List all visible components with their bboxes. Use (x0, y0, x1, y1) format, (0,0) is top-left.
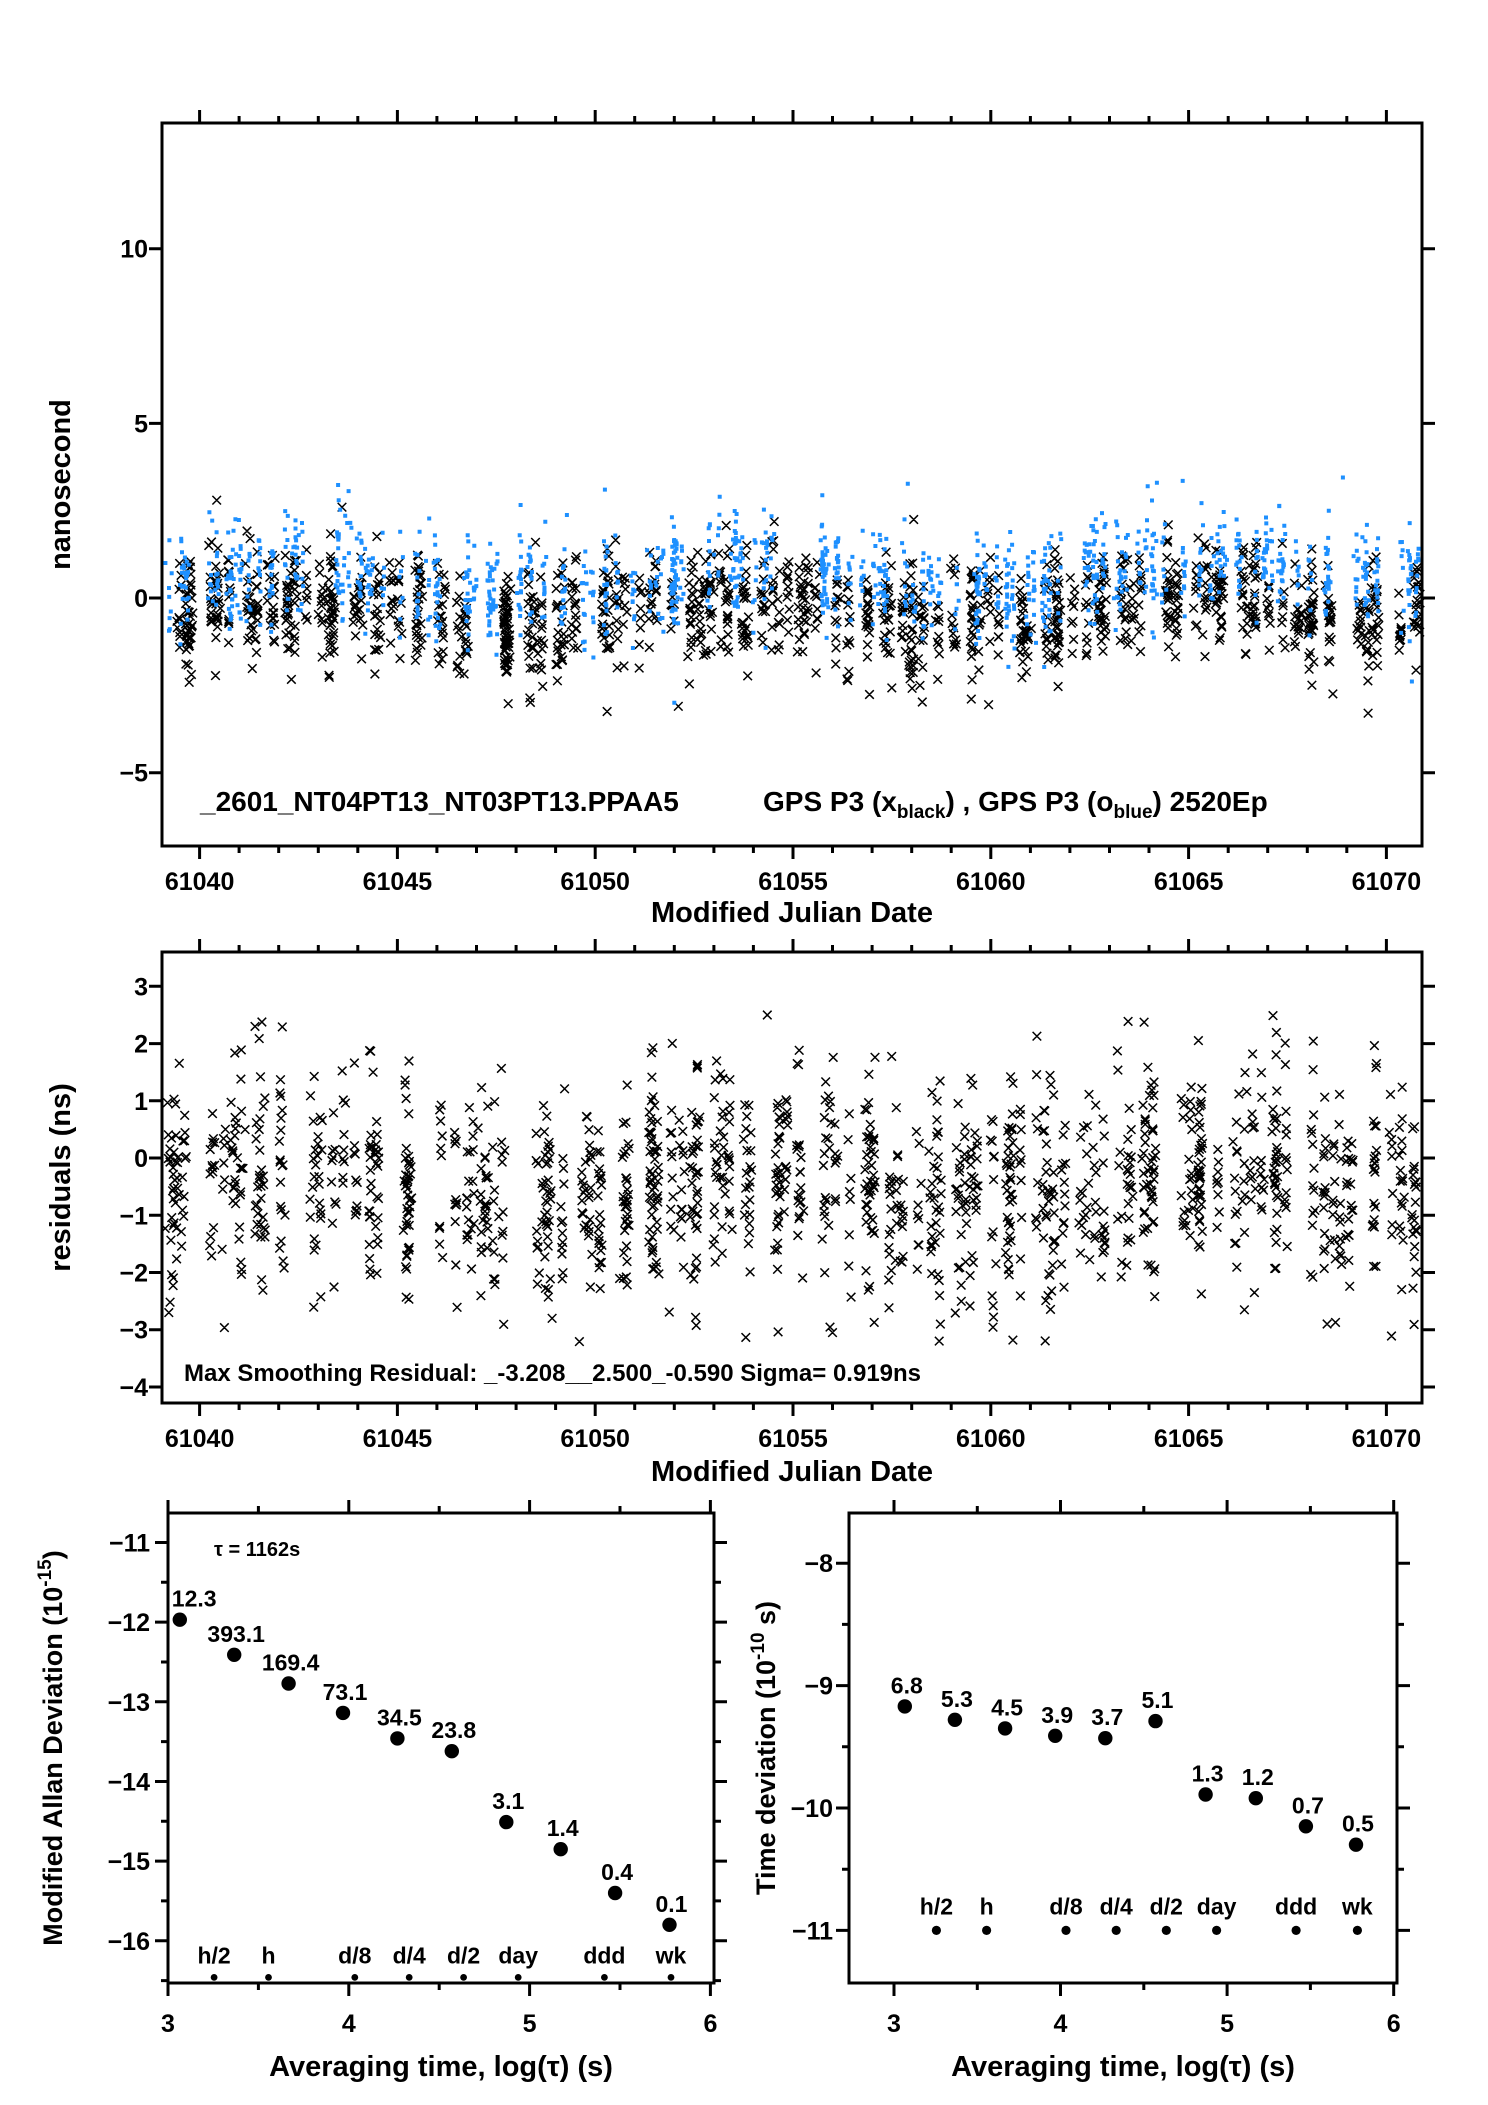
time-interval-label: h/2 (919, 1893, 954, 1920)
x-tick-label: 61055 (758, 868, 828, 896)
smoothing-residual-annotation: Max Smoothing Residual: _-3.208__2.500_-0.590 Sigma= 0.919ns (184, 1360, 922, 1387)
y-tick-label: −4 (119, 1374, 148, 1402)
y-tick-label: −5 (119, 759, 148, 788)
y-tick-label: −10 (790, 1795, 833, 1823)
deviation-point (1098, 1731, 1112, 1745)
deviation-point (445, 1744, 459, 1758)
y-axis-title: Time deviation ($10^{-10}$ s) (748, 1600, 781, 1896)
y-tick-label: −2 (119, 1259, 148, 1288)
time-interval-label: day (1196, 1893, 1237, 1920)
deviation-point-label: 5.1 (1141, 1687, 1174, 1714)
deviation-point-label: 12.3 (171, 1585, 217, 1612)
x-tick-label: 61060 (956, 868, 1026, 896)
time-interval-marker (351, 1974, 358, 1981)
deviation-point (948, 1713, 962, 1727)
deviation-point-label: 4.5 (991, 1694, 1024, 1721)
y-tick-label: 5 (134, 410, 148, 439)
deviation-point-label: 0.4 (601, 1859, 634, 1885)
time-interval-marker (1112, 1926, 1121, 1935)
scatter-series-black-x-markers (161, 1011, 1421, 1346)
time-interval-label: d/4 (1099, 1893, 1133, 1920)
tau-annotation: τ = 1162s (214, 1539, 301, 1561)
y-tick-label: −3 (119, 1316, 148, 1345)
time-interval-label: h (261, 1942, 276, 1969)
time-interval-label: d/8 (1049, 1893, 1083, 1920)
x-axis-title: Modified Julian Date (651, 897, 933, 929)
axes-border (168, 1513, 714, 1983)
x-tick-label: 61040 (164, 868, 235, 896)
time-interval-marker (406, 1974, 413, 1981)
x-tick-label: 5 (1220, 2010, 1235, 2038)
deviation-point (1048, 1729, 1062, 1743)
deviation-point-label: 5.3 (940, 1685, 973, 1712)
time-interval-label: h/2 (197, 1942, 231, 1969)
scatter-series-black-x-markers (173, 496, 1425, 718)
x-tick-label: 3 (887, 2010, 901, 2038)
x-tick-label: 61050 (560, 1425, 630, 1453)
y-tick-label: −8 (804, 1550, 833, 1579)
y-tick-label: −14 (107, 1768, 150, 1797)
x-tick-label: 61045 (362, 1425, 433, 1453)
time-interval-label: wk (655, 1942, 687, 1969)
deviation-point-label: 1.3 (1191, 1760, 1224, 1787)
x-tick-label: 61070 (1351, 1425, 1422, 1453)
time-interval-label: d/2 (446, 1942, 481, 1969)
y-tick-label: −1 (119, 1202, 148, 1231)
deviation-point-label: 0.1 (655, 1890, 688, 1917)
y-tick-label: −11 (791, 1917, 833, 1946)
time-interval-marker (601, 1974, 608, 1981)
deviation-point (390, 1731, 404, 1745)
x-tick-label: 61055 (758, 1425, 828, 1453)
y-tick-label: −15 (107, 1848, 150, 1877)
x-tick-label: 61050 (560, 868, 630, 896)
time-deviation-panel (748, 1500, 1410, 2083)
time-interval-marker (982, 1926, 991, 1935)
time-interval-label: ddd (1275, 1893, 1318, 1920)
y-axis-title: residuals (ns) (45, 1083, 77, 1272)
deviation-point-label: 3.7 (1091, 1704, 1124, 1731)
y-tick-label: −13 (107, 1688, 150, 1717)
y-tick-label: 1 (134, 1087, 148, 1116)
time-interval-marker (668, 1974, 675, 1981)
time-interval-marker (932, 1926, 941, 1935)
time-interval-marker (1162, 1926, 1171, 1935)
y-tick-label: 10 (120, 235, 148, 264)
x-tick-label: 61070 (1351, 868, 1422, 896)
x-tick-label: 5 (522, 2010, 537, 2038)
deviation-point (898, 1699, 912, 1713)
y-axis-title: Modified Allan Deviation $(10^{-15})$ (35, 1550, 68, 1946)
time-interval-label: d/2 (1149, 1893, 1183, 1920)
deviation-point (998, 1721, 1012, 1735)
deviation-point-label: 1.4 (546, 1815, 579, 1842)
time-interval-marker (265, 1974, 272, 1981)
residuals-scatter-panel (45, 939, 1435, 1488)
deviation-point (1349, 1838, 1363, 1852)
deviation-point (608, 1886, 622, 1900)
x-axis-title: Modified Julian Date (651, 1456, 933, 1488)
deviation-point (336, 1706, 350, 1720)
x-tick-label: 4 (1053, 2010, 1068, 2038)
time-interval-label: d/8 (338, 1942, 372, 1969)
time-interval-marker (1212, 1926, 1221, 1935)
deviation-point (499, 1815, 513, 1829)
deviation-point (1299, 1819, 1313, 1833)
time-interval-label: d/4 (392, 1942, 426, 1969)
x-tick-label: 61045 (362, 868, 433, 896)
time-interval-marker (1353, 1926, 1362, 1935)
phase-panel-inline-title: _2601_NT04PT13_NT03PT13.PPAA5 GPS P3 $(x_{black})$ , GPS P3 $(o_{blue})$ 2520Ep (200, 786, 1268, 823)
deviation-point (554, 1842, 568, 1856)
time-interval-marker (460, 1974, 467, 1981)
y-tick-label: 3 (134, 973, 148, 1002)
deviation-point-label: 393.1 (207, 1620, 265, 1647)
time-interval-marker (515, 1974, 522, 1981)
deviation-point-label: 0.5 (1342, 1810, 1374, 1837)
time-interval-marker (1292, 1926, 1301, 1935)
deviation-point-label: 169.4 (261, 1649, 320, 1676)
deviation-point (281, 1676, 295, 1690)
x-tick-label: 61065 (1153, 1425, 1224, 1453)
axis-ticks (149, 110, 1435, 859)
modified-allan-deviation-panel (35, 1500, 727, 2083)
y-tick-label: −16 (107, 1927, 150, 1956)
time-interval-label: day (498, 1942, 539, 1969)
y-tick-label: −12 (107, 1609, 150, 1638)
y-tick-label: −11 (108, 1529, 150, 1558)
y-tick-label: −9 (804, 1672, 833, 1701)
deviation-point (227, 1648, 241, 1662)
deviation-point (1198, 1787, 1212, 1801)
deviation-point-label: 1.2 (1241, 1764, 1274, 1791)
deviation-point-label: 3.9 (1041, 1701, 1074, 1728)
axes-border (162, 123, 1422, 846)
x-tick-label: 61060 (956, 1425, 1026, 1453)
deviation-point (1148, 1714, 1162, 1728)
x-axis-title: Averaging time, log(τ) (s) (269, 2051, 613, 2083)
time-interval-label: h (979, 1893, 994, 1920)
time-interval-marker (1061, 1926, 1070, 1935)
deviation-point-label: 23.8 (431, 1717, 477, 1744)
deviation-point-label: 3.1 (492, 1788, 525, 1815)
x-tick-label: 61040 (164, 1425, 235, 1453)
deviation-point (662, 1918, 676, 1932)
deviation-point-label: 0.7 (1291, 1792, 1324, 1819)
x-tick-label: 4 (341, 2010, 356, 2038)
x-axis-title: Averaging time, log(τ) (s) (951, 2051, 1295, 2083)
axis-ticks (836, 1500, 1410, 1996)
x-tick-label: 6 (1386, 2010, 1401, 2038)
deviation-point (173, 1613, 187, 1627)
time-interval-label: ddd (583, 1942, 626, 1969)
time-interval-label: wk (1342, 1893, 1373, 1920)
deviation-point-label: 34.5 (377, 1704, 422, 1731)
deviation-point (1249, 1791, 1263, 1805)
deviation-point-label: 73.1 (322, 1678, 368, 1705)
y-tick-label: 0 (134, 585, 148, 613)
y-axis-title: nanosecond (45, 399, 77, 570)
phase-scatter-panel (45, 110, 1435, 929)
axis-ticks (155, 1500, 727, 1996)
deviation-point-label: 6.8 (890, 1672, 923, 1699)
y-tick-label: 2 (134, 1030, 148, 1059)
x-tick-label: 3 (161, 2010, 175, 2038)
x-tick-label: 6 (703, 2010, 718, 2038)
x-tick-label: 61065 (1153, 868, 1224, 896)
y-tick-label: 0 (134, 1145, 148, 1173)
time-interval-marker (211, 1974, 218, 1981)
